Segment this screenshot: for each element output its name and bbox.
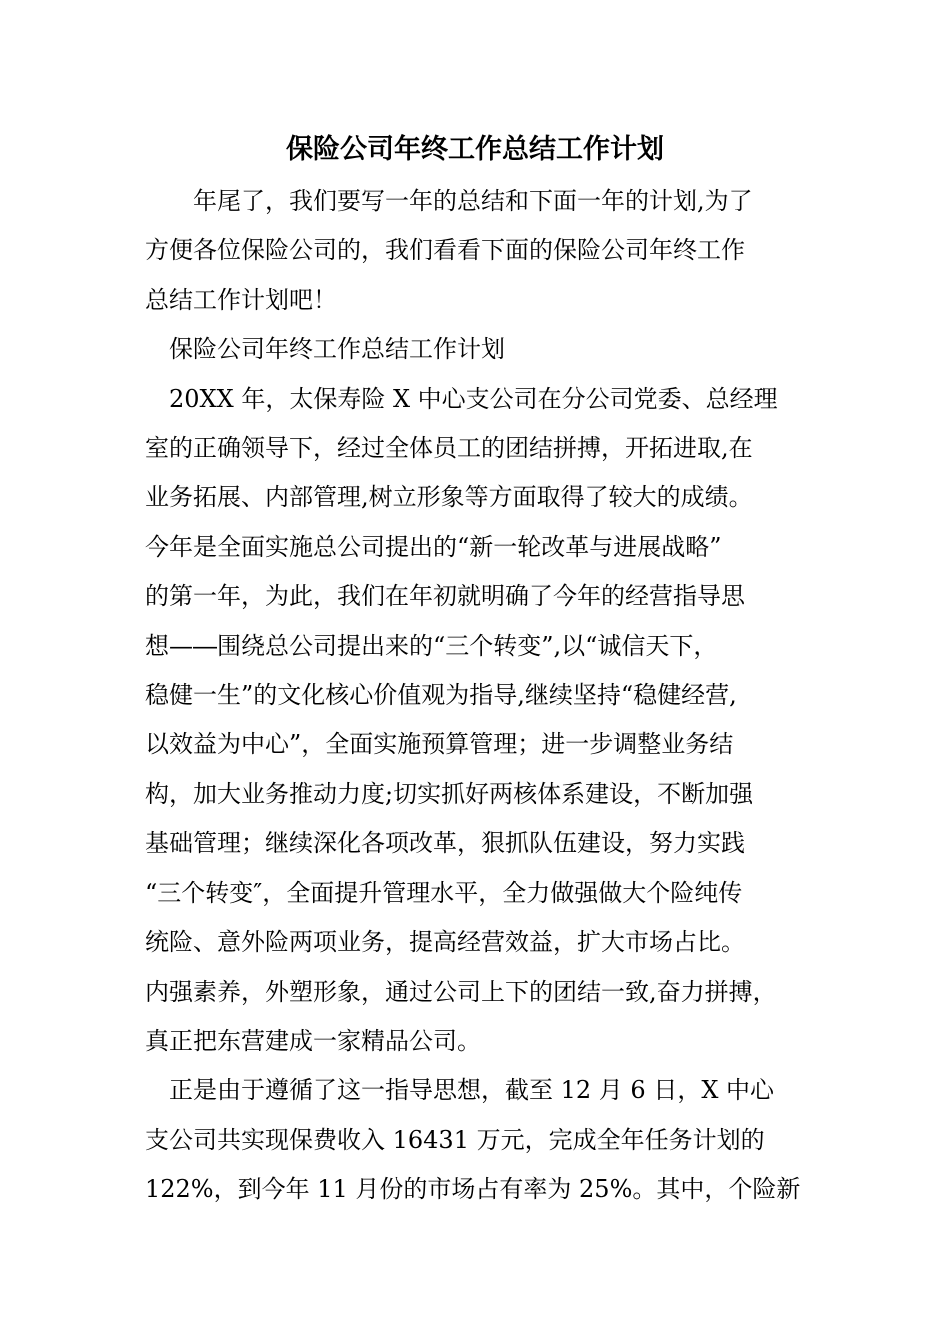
text-line: 基础管理；继续深化各项改革，狠抓队伍建设，努力实践 [145, 829, 745, 858]
document-body [145, 177, 815, 1215]
text-line: 支公司共实现保费收入 16431 万元，完成全年任务计划的 [145, 1125, 765, 1154]
text-line: 内强素养，外塑形象，通过公司上下的团结一致,奋力拼搏， [145, 977, 777, 1006]
paragraph-intro [145, 177, 815, 325]
document-title: 保险公司年终工作总结工作计划 [286, 134, 664, 165]
text-line: 真正把东营建成一家精品公司。 [145, 1026, 481, 1055]
paragraph-subtitle [145, 325, 815, 374]
text-line: 构，加大业务推动力度;切实抓好两核体系建设，不断加强 [145, 779, 754, 808]
text-line: 正是由于遵循了这一指导思想，截至 12 月 6 日，X 中心 [145, 1076, 775, 1105]
paragraph-main [145, 375, 815, 1067]
text-line: 以效益为中心”，全面实施预算管理；进一步调整业务结 [145, 730, 734, 759]
paragraph-results [145, 1066, 815, 1214]
text-line: 统险、意外险两项业务，提高经营效益，扩大市场占比。 [145, 928, 745, 957]
text-line: 保险公司年终工作总结工作计划 [145, 335, 505, 364]
text-line: 业务拓展、内部管理,树立形象等方面取得了较大的成绩。 [145, 483, 753, 512]
text-line: 的第一年，为此，我们在年初就明确了今年的经营指导思 [145, 582, 745, 611]
text-line: 今年是全面实施总公司提出的“新一轮改革与进展战略” [145, 532, 722, 561]
text-line: 室的正确领导下，经过全体员工的团结拼搏，开拓进取,在 [145, 434, 753, 463]
text-line: 20XX 年，太保寿险 X 中心支公司在分公司党委、总经理 [145, 384, 778, 413]
text-line: 稳健一生”的文化核心价值观为指导,继续坚持“稳健经营, [145, 681, 737, 710]
text-line: 122%，到今年 11 月份的市场占有率为 25%。其中，个险新 [145, 1175, 801, 1204]
text-line: 方便各位保险公司的，我们看看下面的保险公司年终工作 [145, 236, 745, 265]
text-line: 想—―围绕总公司提出来的“三个转变”,以“诚信天下， [145, 631, 718, 660]
text-line: 总结工作计划吧！ [145, 285, 337, 314]
text-line: “三个转变″，全面提升管理水平，全力做强做大个险纯传 [145, 878, 743, 907]
text-line: 年尾了，我们要写一年的总结和下面一年的计划,为了 [145, 187, 753, 215]
